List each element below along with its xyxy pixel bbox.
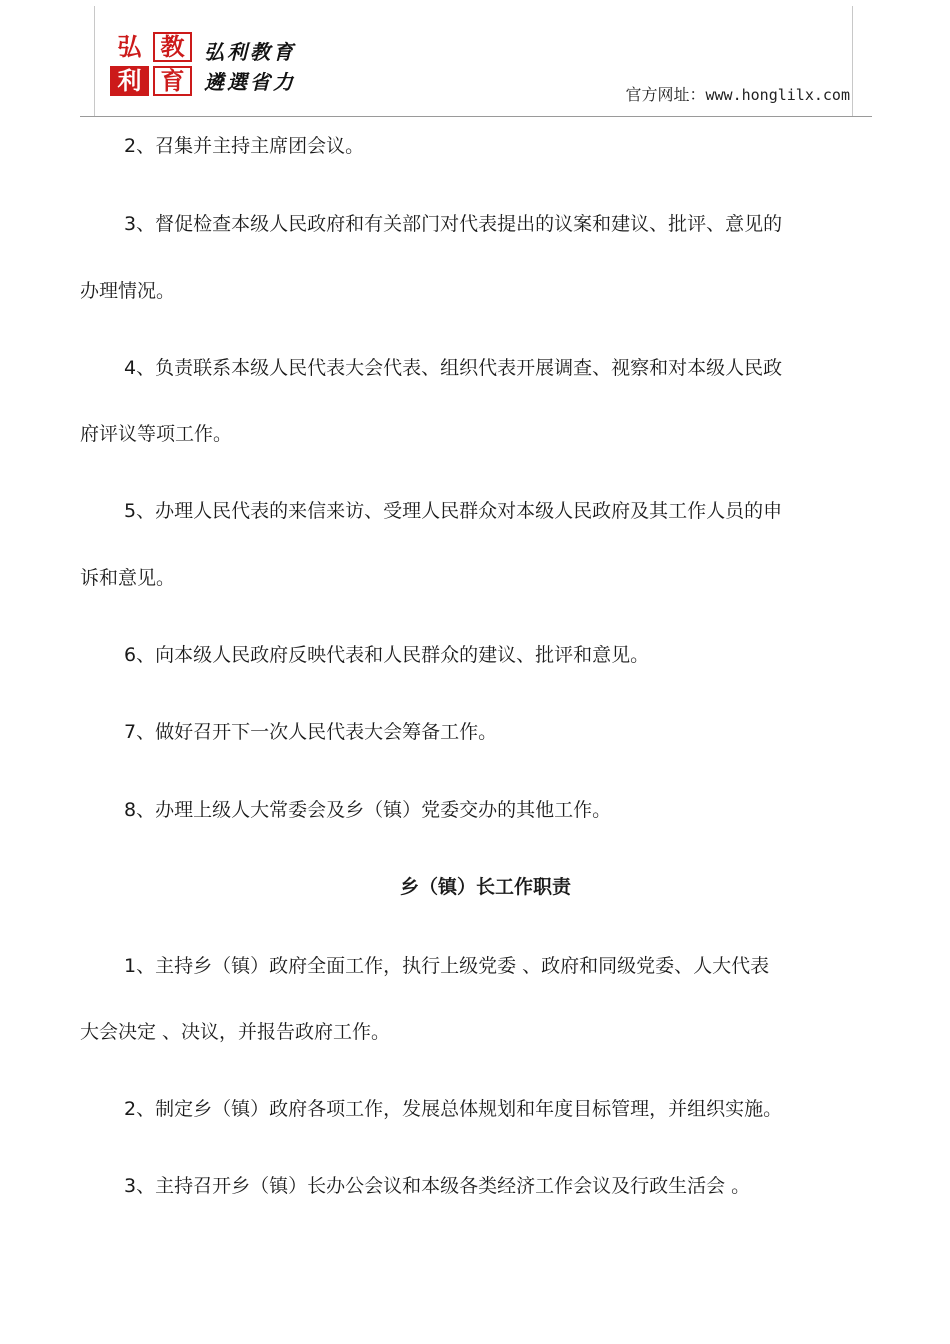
- body-line: 8、办理上级人大常委会及乡（镇）党委交办的其他工作。: [124, 799, 612, 821]
- logo-char-2: 教: [153, 32, 192, 62]
- body-line: 1、主持乡（镇）政府全面工作，执行上级党委 、政府和同级党委、人大代表: [124, 955, 770, 977]
- page-corner-right: [852, 6, 853, 116]
- body-line: 诉和意见。: [80, 567, 176, 589]
- website-url[interactable]: www.honglilx.com: [705, 86, 850, 104]
- brand-slogan: 遴選省力: [204, 70, 296, 94]
- website-label: 官方网址：: [625, 85, 706, 104]
- body-line: 2、召集并主持主席团会议。: [124, 135, 365, 157]
- body-line: 3、主持召开乡（镇）长办公会议和本级各类经济工作会议及行政生活会 。: [124, 1175, 751, 1197]
- section-heading: 乡（镇）长工作职责: [400, 876, 572, 898]
- website-line: [625, 82, 850, 105]
- body-line: 府评议等项工作。: [80, 423, 233, 445]
- logo-char-3: 利: [110, 66, 149, 96]
- body-line: 2、制定乡（镇）政府各项工作，发展总体规划和年度目标管理，并组织实施。: [124, 1098, 783, 1120]
- body-line: 3、督促检查本级人民政府和有关部门对代表提出的议案和建议、批评、意见的: [124, 213, 783, 235]
- logo-char-4: 育: [153, 66, 192, 96]
- header-rule: [80, 116, 872, 117]
- body-line: 5、办理人民代表的来信来访、受理人民群众对本级人民政府及其工作人员的申: [124, 500, 783, 522]
- logo-char-1: 弘: [117, 32, 142, 61]
- logo-seal: [108, 30, 194, 98]
- body-line: 4、负责联系本级人民代表大会代表、组织代表开展调查、视察和对本级人民政: [124, 357, 783, 379]
- brand-name: 弘利教育: [204, 40, 296, 64]
- body-line: 6、向本级人民政府反映代表和人民群众的建议、批评和意见。: [124, 644, 650, 666]
- body-line: 办理情况。: [80, 280, 176, 302]
- body-line: 7、做好召开下一次人民代表大会筹备工作。: [124, 721, 498, 743]
- body-line: 大会决定 、决议，并报告政府工作。: [80, 1021, 391, 1043]
- page-corner-left: [94, 6, 95, 116]
